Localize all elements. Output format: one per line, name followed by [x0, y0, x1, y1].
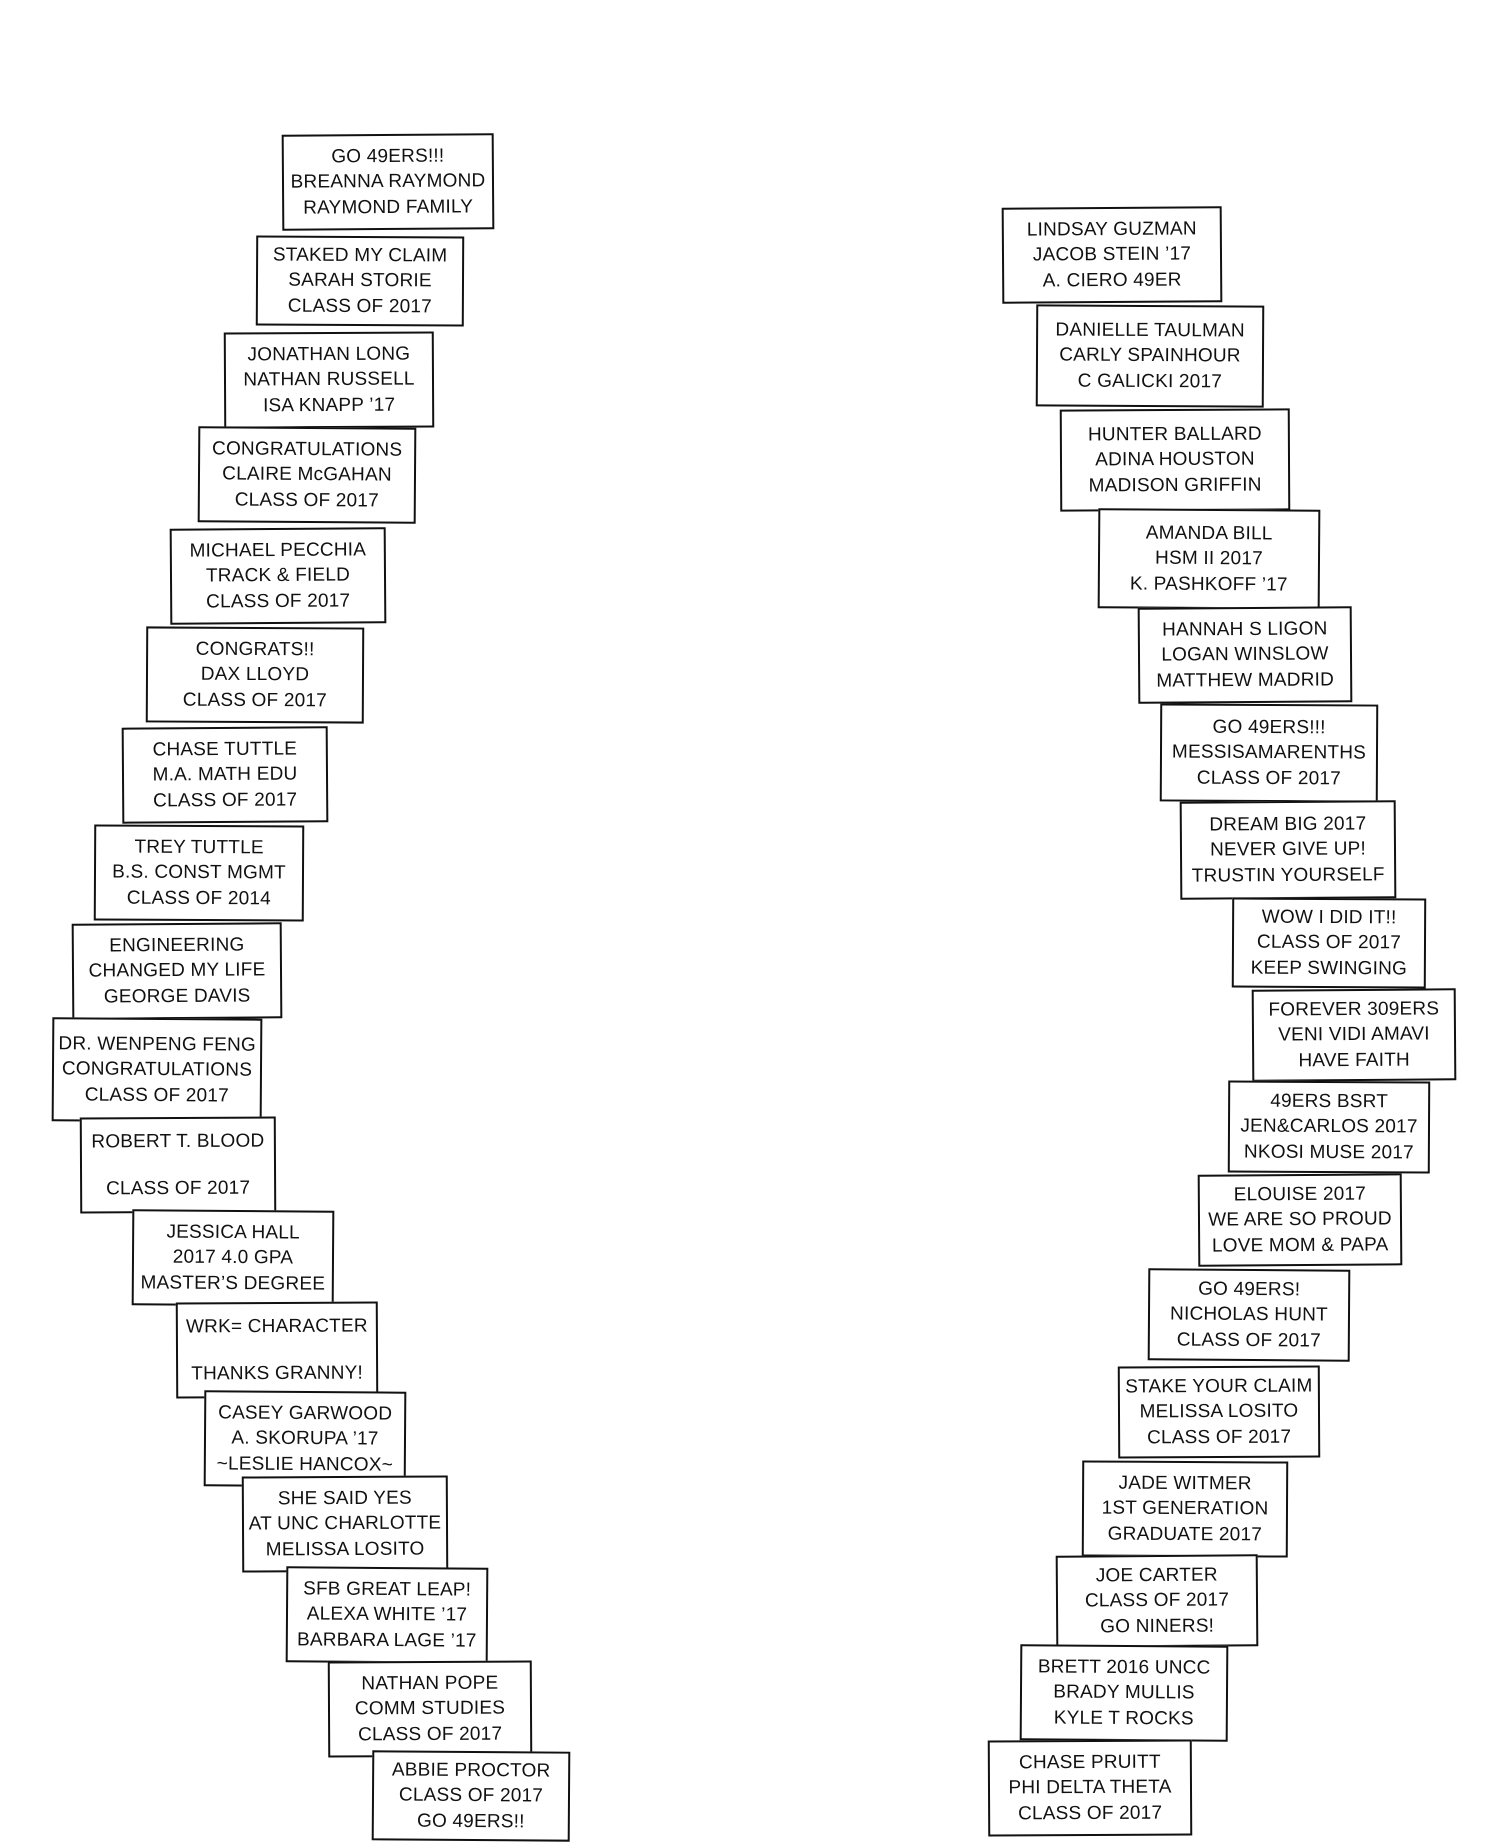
brick-inscription-line: ENGINEERING	[109, 933, 244, 959]
brick-inscription-line: HAVE FAITH	[1298, 1047, 1410, 1073]
brick-inscription-line: CONGRATULATIONS	[62, 1057, 252, 1083]
brick-inscription-line: K. PASHKOFF ’17	[1130, 571, 1288, 597]
brick-inscription-line: CLASS OF 2017	[1197, 765, 1341, 791]
right-brick	[988, 1739, 1192, 1836]
brick-inscription-line: CLASS OF 2017	[153, 787, 297, 813]
brick-inscription-line: ADINA HOUSTON	[1095, 447, 1255, 473]
brick-inscription-line: CASEY GARWOOD	[218, 1401, 392, 1427]
brick-inscription-line: SFB GREAT LEAP!	[303, 1577, 471, 1603]
brick-inscription-line: STAKE YOUR CLAIM	[1125, 1374, 1312, 1400]
brick-inscription-line: C GALICKI 2017	[1078, 368, 1222, 394]
right-brick	[1002, 206, 1223, 304]
right-brick	[1198, 1173, 1403, 1266]
brick-inscription-line: MADISON GRIFFIN	[1089, 472, 1262, 498]
brick-inscription-line: GEORGE DAVIS	[104, 983, 251, 1009]
brick-inscription-line: JADE WITMER	[1119, 1471, 1252, 1497]
brick-inscription-line: BREANNA RAYMOND	[291, 169, 486, 195]
brick-inscription-line: GO 49ERS!!	[417, 1808, 525, 1834]
brick-inscription-line: CHASE PRUITT	[1019, 1750, 1161, 1776]
brick-inscription-line: DR. WENPENG FENG	[58, 1032, 256, 1058]
right-brick	[1098, 508, 1321, 610]
right-brick	[1020, 1644, 1229, 1741]
brick-inscription-line: ISA KNAPP ’17	[263, 392, 395, 418]
brick-inscription-line: CLASS OF 2017	[235, 487, 379, 513]
brick-inscription-line: MICHAEL PECCHIA	[189, 538, 366, 564]
brick-inscription-line: KYLE T ROCKS	[1054, 1705, 1194, 1731]
brick-inscription-line: WOW I DID IT!!	[1262, 905, 1397, 931]
brick-inscription-line: ABBIE PROCTOR	[392, 1758, 551, 1784]
brick-inscription-line: BRADY MULLIS	[1053, 1680, 1195, 1706]
brick-inscription-line: TRACK & FIELD	[206, 563, 350, 589]
brick-inscription-line: SARAH STORIE	[288, 268, 432, 294]
brick-inscription-line: NATHAN POPE	[361, 1671, 498, 1697]
brick-inscription-line: CONGRATULATIONS	[212, 437, 402, 463]
brick-inscription-line: AT UNC CHARLOTTE	[249, 1511, 442, 1537]
brick-inscription-line: ALEXA WHITE ’17	[307, 1602, 468, 1628]
brick-inscription-line: LOVE MOM & PAPA	[1212, 1232, 1389, 1258]
brick-inscription-line: HANNAH S LIGON	[1162, 617, 1328, 643]
brick-inscription-line: ROBERT T. BLOOD	[91, 1128, 264, 1154]
brick-inscription-line: THANKS GRANNY!	[191, 1361, 363, 1387]
brick-inscription-line: DREAM BIG 2017	[1209, 812, 1366, 838]
brick-inscription-line: NKOSI MUSE 2017	[1244, 1139, 1414, 1165]
brick-inscription-line: TRUSTIN YOURSELF	[1192, 862, 1385, 888]
brick-inscription-line: MELISSA LOSITO	[1140, 1399, 1299, 1425]
brick-inscription-line: CLASS OF 2017	[1018, 1800, 1162, 1826]
brick-inscription-line: SHE SAID YES	[278, 1486, 412, 1512]
right-brick	[1252, 988, 1457, 1081]
brick-inscription-line: NICHOLAS HUNT	[1170, 1302, 1328, 1328]
right-brick	[1082, 1460, 1288, 1557]
brick-inscription-line: WE ARE SO PROUD	[1208, 1207, 1392, 1233]
brick-inscription-line: CLASS OF 2017	[85, 1082, 229, 1108]
right-brick	[1118, 1365, 1320, 1458]
brick-inscription-line: CLASS OF 2017	[183, 687, 327, 713]
brick-inscription-line: 2017 4.0 GPA	[173, 1245, 294, 1271]
brick-inscription-line: FOREVER 309ERS	[1268, 997, 1439, 1023]
brick-inscription-line: TREY TUTTLE	[134, 835, 263, 861]
brick-inscription-line: HUNTER BALLARD	[1088, 422, 1262, 448]
brick-inscription-line: BRETT 2016 UNCC	[1038, 1655, 1211, 1681]
brick-inscription-line: CHANGED MY LIFE	[88, 958, 265, 984]
brick-inscription-line: NATHAN RUSSELL	[243, 367, 415, 393]
brick-inscription-line: CLASS OF 2017	[288, 293, 432, 319]
right-brick	[1228, 1080, 1430, 1173]
right-brick	[1148, 1268, 1351, 1361]
brick-inscription-line: ELOUISE 2017	[1234, 1182, 1366, 1208]
brick-inscription-line: 1ST GENERATION	[1102, 1496, 1269, 1522]
brick-inscription-line: A. CIERO 49ER	[1043, 267, 1182, 293]
right-brick	[1138, 606, 1353, 703]
right-brick	[1056, 1554, 1259, 1647]
brick-inscription-line: GO NINERS!	[1100, 1613, 1214, 1639]
brick-inscription-line: RAYMOND FAMILY	[303, 194, 473, 220]
brick-inscription-line: CHASE TUTTLE	[152, 737, 297, 763]
brick-inscription-line: LINDSAY GUZMAN	[1027, 217, 1197, 243]
brick-inscription-line: CLASS OF 2017	[1177, 1327, 1321, 1353]
brick-inscription-line: JACOB STEIN ’17	[1033, 242, 1191, 268]
brick-inscription-line: 49ERS BSRT	[1270, 1089, 1388, 1115]
brick-inscription-line: CONGRATS!!	[196, 637, 315, 663]
brick-inscription-line: GO 49ERS!!!	[1213, 715, 1326, 741]
brick-inscription-line: CLASS OF 2017	[206, 588, 350, 614]
right-brick	[1060, 408, 1291, 511]
brick-inscription-line: COMM STUDIES	[355, 1696, 505, 1722]
brick-inscription-line: CLAIRE McGAHAN	[222, 462, 392, 488]
brick-inscription-line: NEVER GIVE UP!	[1210, 837, 1366, 863]
brick-inscription-line: JOE CARTER	[1096, 1563, 1218, 1589]
brick-inscription-line: CLASS OF 2014	[127, 885, 271, 911]
brick-inscription-line: AMANDA BILL	[1146, 521, 1273, 547]
brick-inscription-line: HSM II 2017	[1155, 546, 1263, 572]
brick-inscription-line: MESSISAMARENTHS	[1172, 740, 1366, 766]
brick-inscription-line: KEEP SWINGING	[1251, 955, 1408, 981]
brick-inscription-line: CLASS OF 2017	[1147, 1424, 1291, 1450]
brick-inscription-line: CLASS OF 2017	[1085, 1588, 1229, 1614]
brick-inscription-line: CARLY SPAINHOUR	[1059, 343, 1241, 369]
brick-inscription-line: STAKED MY CLAIM	[273, 243, 448, 269]
brick-inscription-line: MATTHEW MADRID	[1156, 667, 1334, 693]
brick-inscription-line: DANIELLE TAULMAN	[1055, 318, 1245, 344]
brick-inscription-line: A. SKORUPA ’17	[231, 1426, 378, 1452]
brick-inscription-line: GO 49ERS!!!	[331, 144, 444, 170]
brick-inscription-line: MELISSA LOSITO	[266, 1536, 425, 1562]
brick-inscription-line: BARBARA LAGE ’17	[297, 1627, 477, 1653]
brick-inscription-line: JESSICA HALL	[166, 1220, 300, 1246]
brick-inscription-line: VENI VIDI AMAVI	[1278, 1022, 1430, 1048]
brick-inscription-line: JONATHAN LONG	[247, 342, 410, 368]
brick-inscription-line: JEN&CARLOS 2017	[1240, 1114, 1417, 1140]
right-brick	[1036, 304, 1265, 407]
brick-inscription-line: GO 49ERS!	[1198, 1277, 1300, 1303]
brick-inscription-line: LOGAN WINSLOW	[1161, 642, 1328, 668]
brick-inscription-line: PHI DELTA THETA	[1008, 1775, 1171, 1801]
brick-inscription-line: DAX LLOYD	[201, 662, 310, 688]
brick-inscription-line: MASTER’S DEGREE	[140, 1270, 325, 1296]
brick-inscription-line: CLASS OF 2017	[399, 1783, 543, 1809]
brick-inscription-line: CLASS OF 2017	[1257, 930, 1401, 956]
brick-inscription-line: ~LESLIE HANCOX~	[217, 1451, 393, 1477]
brick-inscription-line: CLASS OF 2017	[358, 1721, 502, 1747]
brick-inscription-line: M.A. MATH EDU	[153, 762, 298, 788]
brick-inscription-line: CLASS OF 2017	[106, 1176, 250, 1202]
brick-inscription-line: WRK= CHARACTER	[186, 1313, 368, 1339]
right-brick	[1232, 897, 1426, 988]
brick-inscription-line: B.S. CONST MGMT	[112, 860, 286, 886]
brick-inscription-line: GRADUATE 2017	[1108, 1521, 1262, 1547]
right-brick	[1180, 800, 1397, 900]
right-brick	[1160, 703, 1379, 802]
